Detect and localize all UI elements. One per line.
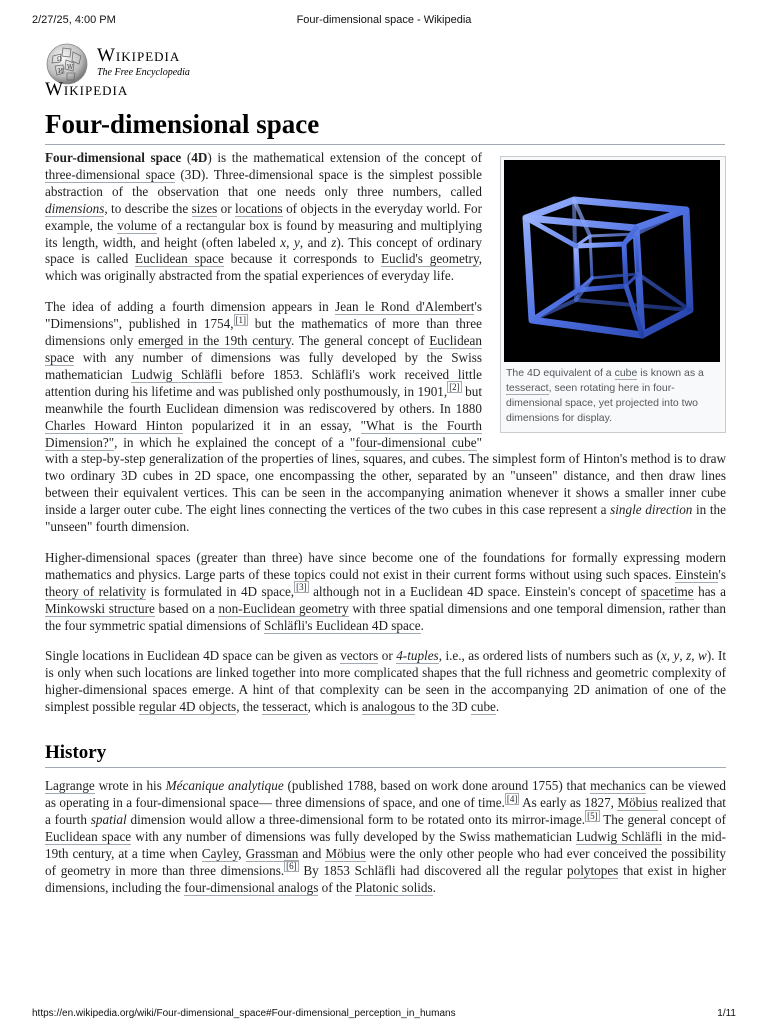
caption-text: is known as a <box>637 367 704 379</box>
text: , to describe the <box>104 200 192 216</box>
tesseract-image[interactable] <box>504 160 720 362</box>
text: popularized it in an essay, <box>182 417 361 433</box>
text: , the <box>236 699 263 715</box>
citation-link[interactable]: [2] <box>449 382 460 393</box>
citation-link[interactable]: [4] <box>506 793 518 804</box>
var-y: y <box>293 234 300 250</box>
link-what-is-fourth-dimension[interactable]: "What is the Fourth Dimension?" <box>45 417 482 450</box>
citation <box>294 581 309 593</box>
text: that exist in higher dimensions, including the <box>45 862 726 895</box>
var-y: y <box>673 648 680 664</box>
citation <box>505 793 520 805</box>
text: in the "unseen" fourth dimension. <box>45 502 726 535</box>
link-mechanics[interactable]: mechanics <box>590 778 646 794</box>
link-non-euclidean-geometry[interactable]: non-Euclidean geometry <box>218 600 349 616</box>
text: of objects in the everyday world. For example, the <box>45 200 482 233</box>
print-title: Four-dimensional space - Wikipedia <box>296 14 472 26</box>
text: . <box>495 699 500 715</box>
link-four-dimensional-cube[interactable]: four-dimensional cube <box>355 434 477 450</box>
text: of the <box>318 879 356 895</box>
link-dalembert[interactable]: Jean le Rond d'Alembert <box>335 299 475 315</box>
article-body <box>45 150 726 910</box>
text: , <box>238 845 246 861</box>
text: can be viewed as operating in a four-dimensional space— three dimensions of space, and one of time. <box>45 778 726 810</box>
text: . The general concept of <box>290 333 430 349</box>
bold-term: Four-dimensional space <box>45 150 182 165</box>
caption-text: The 4D equivalent of a <box>506 367 615 379</box>
text: to the 3D <box>415 699 471 715</box>
var-x: x <box>660 648 667 664</box>
link-mobius[interactable]: Möbius <box>617 795 658 810</box>
text: , <box>666 648 674 664</box>
text: , and <box>299 234 332 250</box>
text: with any number of dimensions was fully developed by the Swiss mathematician <box>131 828 577 844</box>
infobox <box>500 156 726 433</box>
citation <box>585 810 600 822</box>
text: , <box>691 648 699 664</box>
svg-text:Ω: Ω <box>57 56 62 63</box>
svg-text:И: И <box>58 68 64 75</box>
link-euclidean-space[interactable]: Euclidean space <box>45 828 132 844</box>
text: in the mid-19th century, at a time when <box>45 828 727 861</box>
bold-term: 4D <box>191 150 208 165</box>
page-title: Four-dimensional space <box>45 109 725 145</box>
link-schlafli[interactable]: Ludwig Schläfli <box>576 828 663 844</box>
text: , <box>286 234 294 250</box>
text: ( <box>181 150 192 165</box>
link-lagrange[interactable]: Lagrange <box>45 778 95 794</box>
link-cube[interactable]: cube <box>471 699 496 715</box>
var-z: z <box>686 648 692 664</box>
text: has a <box>693 583 726 599</box>
text: , i.e., as ordered lists of numbers such as ( <box>438 648 661 664</box>
text: before 1853. Schläfli's work received little attention during his lifetime and was published only posthumously, in 1901, <box>45 366 483 399</box>
text: The general concept of <box>599 811 726 827</box>
text: although not in a Euclidean 4D space. Einstein's concept of <box>308 583 641 599</box>
intro-paragraph-4 <box>45 648 726 716</box>
tagline: The Free Encyclopedia <box>97 67 190 78</box>
text: , which was originally abstracted from the spatial experiences of everyday life. <box>45 251 482 284</box>
text: and <box>298 845 326 861</box>
svg-text:W: W <box>67 64 74 71</box>
page-number: 1/11 <box>717 1008 736 1019</box>
link-mobius[interactable]: Möbius <box>325 845 366 861</box>
link-polytopes[interactable]: polytopes <box>567 862 619 878</box>
text: because it corresponds to <box>223 251 381 267</box>
link-cayley[interactable]: Cayley <box>201 845 239 861</box>
text: wrote in his <box>94 778 166 794</box>
section-heading-history: History <box>45 742 726 768</box>
var-z: z <box>331 234 337 250</box>
link-four-dimensional-analogs[interactable]: four-dimensional analogs <box>184 879 319 895</box>
text: By 1853 Schläfli had discovered all the regular <box>298 862 568 878</box>
link-euclidean-space[interactable]: Euclidean space <box>45 333 482 365</box>
text: 's "Dimensions", published in 1754, <box>45 299 482 332</box>
intro-paragraph-3 <box>45 550 726 635</box>
text: dimension would allow a three-dimensional form to be rotated onto its mirror-image. <box>126 811 586 827</box>
text: As early as 1827, <box>519 795 618 810</box>
wordmark-secondary: Wikipedia <box>45 79 129 100</box>
print-date: 2/27/25, 4:00 PM <box>32 14 116 26</box>
link-euclids-geometry[interactable]: Euclid's geometry <box>380 251 479 267</box>
book-title: Mécanique analytique <box>165 778 284 794</box>
citation <box>234 314 249 326</box>
citation <box>447 381 462 393</box>
link-schlafli-4d-space[interactable]: Schläfli's Euclidean 4D space <box>264 617 421 633</box>
text: is formulated in 4D space, <box>146 583 295 599</box>
link-platonic-solids[interactable]: Platonic solids <box>355 879 433 895</box>
text: but meanwhile the fourth Euclidean dimension was rediscovered by others. In 1880 <box>45 383 482 416</box>
text: , which is <box>307 699 362 715</box>
text: or <box>217 200 236 216</box>
link-cube[interactable]: cube <box>614 367 638 379</box>
text: ). It is only when such locations are linked together into more complicated shapes that the full richness and geometric complexity of higher-dimensional spaces emerge. A hint of that complexity can be seen in the accompanying 2D animation of one of the simplest possible <box>45 648 727 715</box>
text: with any number of dimensions was fully developed by the Swiss mathematician <box>45 349 482 382</box>
link-analogous[interactable]: analogous <box>361 699 416 715</box>
link-euclidean-space[interactable]: Euclidean space <box>135 251 224 267</box>
emphasis: single direction <box>610 502 693 518</box>
citation-link[interactable]: [1] <box>235 314 247 325</box>
text: realized that a fourth <box>45 795 726 827</box>
citation-link[interactable]: [6] <box>286 861 297 872</box>
infobox-caption <box>504 362 722 429</box>
link-volume[interactable]: volume <box>117 217 157 233</box>
text: (published 1788, based on work done around 1755) that <box>283 778 591 794</box>
text: , <box>679 648 687 664</box>
link-4-tuples[interactable]: 4-tuples <box>396 648 439 664</box>
print-url: https://en.wikipedia.org/wiki/Four-dimensional_space#Four-dimensional_perception_in_humans <box>32 1008 456 1019</box>
emphasis: spatial <box>90 811 127 827</box>
text: . <box>420 617 424 633</box>
link-hinton[interactable]: Charles Howard Hinton <box>45 417 183 433</box>
text: of a rectangular box is found by measuring and multiplying its length, width, and height (often labeled <box>45 217 483 250</box>
history-paragraph-1 <box>45 778 726 896</box>
text: (3D). Three-dimensional space is the simplest possible abstraction of the observation that one needs only three numbers, called <box>45 166 482 199</box>
link-vectors[interactable]: vectors <box>340 648 379 664</box>
link-sizes[interactable]: sizes <box>191 200 218 216</box>
text: ) is the mathematical extension of the concept of <box>207 150 482 165</box>
link-regular-4d-objects[interactable]: regular 4D objects <box>138 699 237 715</box>
text: The idea of adding a fourth dimension appears in <box>45 299 336 315</box>
var-x: x <box>280 234 287 250</box>
caption-text: , seen rotating here in four-dimensional space, yet projected into two dimensions for display. <box>506 382 699 424</box>
text: 's <box>718 566 726 582</box>
link-dimensions[interactable]: dimensions <box>45 200 105 216</box>
link-schlafli[interactable]: Ludwig Schläfli <box>131 366 223 382</box>
text: based on a <box>154 600 219 616</box>
link-tesseract[interactable]: tesseract <box>262 699 308 715</box>
text: " with a step-by-step generalization of the properties of lines, squares, and cubes. The simplest form of Hinton's method is to draw two ordinary 3D cubes in 2D space, one encompassing the other, separated by an "unseen" distance, and then draw lines between their equivalent vertices. This can be seen in the accompanying animation whenever it shows a smaller inner cube inside a larger outer cube. The eight lines connecting the vertices of the two cubes in this case represent a <box>45 434 726 518</box>
text: but the mathematics of more than three dimensions only <box>45 316 482 349</box>
link-19th-century[interactable]: emerged in the 19th century <box>138 333 291 349</box>
link-theory-of-relativity[interactable]: theory of relativity <box>45 583 147 599</box>
text: or <box>378 648 397 664</box>
link-locations[interactable]: locations <box>235 200 283 216</box>
link-tesseract[interactable]: tesseract <box>506 382 549 394</box>
print-header <box>32 14 736 30</box>
citation-link[interactable]: [3] <box>296 582 307 593</box>
citation-link[interactable]: [5] <box>587 810 598 821</box>
text: . <box>432 879 436 895</box>
link-three-dimensional-space[interactable]: three-dimensional space <box>45 166 175 182</box>
text: were the only other people who had ever conceived the possibility of geometry in more than three dimensions. <box>45 845 727 878</box>
text: Higher-dimensional spaces (greater than three) have since become one of the foundations for formally expressing modern mathematics and physics. Large parts of these topics could not exist in their current forms without using such spaces. <box>45 549 726 582</box>
citation <box>284 860 299 872</box>
wordmark: Wikipedia <box>97 45 181 66</box>
text: Single locations in Euclidean 4D space can be given as <box>45 648 341 664</box>
text: with three spatial dimensions and one temporal dimension, rather than the four symmetric spatial dimensions of <box>45 600 726 633</box>
link-grassman[interactable]: Grassman <box>245 845 299 861</box>
var-w: w <box>698 648 707 664</box>
text: ). This concept of ordinary space is called <box>45 234 483 267</box>
link-spacetime[interactable]: spacetime <box>640 583 694 599</box>
link-minkowski-structure[interactable]: Minkowski structure <box>45 600 155 616</box>
link-einstein[interactable]: Einstein <box>675 566 719 582</box>
wikipedia-logo[interactable] <box>45 42 305 100</box>
text: , in which he explained the concept of a " <box>114 434 356 450</box>
